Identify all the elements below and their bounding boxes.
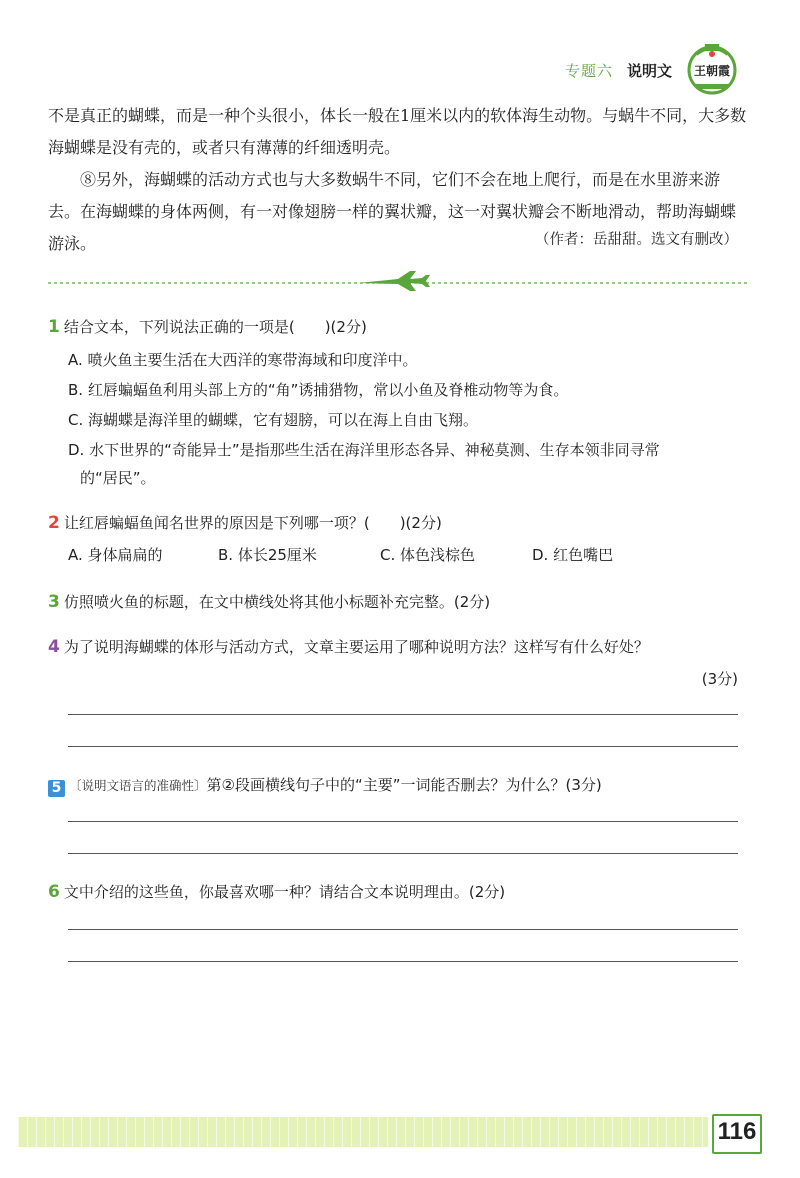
- question-number: 4: [48, 637, 60, 657]
- question-6: [48, 882, 748, 902]
- answer-line[interactable]: [68, 746, 738, 747]
- footer-band: [18, 1117, 708, 1147]
- question-2-options: [68, 545, 748, 565]
- section-label: 专题六: [565, 62, 614, 80]
- skill-tag: 〔说明文语言的准确性〕: [69, 778, 207, 793]
- option-b: B. 红唇蝙蝠鱼利用头部上方的“角”诱捕猎物，常以小鱼及脊椎动物等为食。: [68, 381, 569, 399]
- question-5: [48, 775, 748, 797]
- answer-line[interactable]: [68, 853, 738, 854]
- answer-line[interactable]: [68, 821, 738, 822]
- question-number: 2: [48, 513, 60, 533]
- airplane-icon: [358, 271, 430, 291]
- option-a: A. 身体扁扁的: [68, 546, 163, 564]
- question-1: [48, 317, 748, 337]
- question-text: 仿照喷火鱼的标题，在文中横线处将其他小标题补充完整。(2分): [63, 593, 491, 611]
- option-c: C. 体色浅棕色: [380, 546, 476, 564]
- question-4: [48, 637, 748, 657]
- question-2: [48, 513, 748, 533]
- answer-line[interactable]: [68, 714, 738, 715]
- question-number: 1: [48, 317, 60, 337]
- question-text: 第②段画横线句子中的“主要”一词能否删去？为什么？(3分): [206, 776, 602, 794]
- option-d: D. 红色嘴巴: [532, 546, 614, 564]
- question-3: [48, 592, 748, 612]
- question-number: 6: [48, 882, 60, 902]
- option-c: C. 海蝴蝶是海洋里的蝴蝶，它有翅膀，可以在海上自由飞翔。: [68, 411, 479, 429]
- option-a: A. 喷火鱼主要生活在大西洋的寒带海域和印度洋中。: [68, 351, 418, 369]
- question-text: 让红唇蝙蝠鱼闻名世界的原因是下列哪一项？( )(2分): [63, 514, 442, 532]
- option-d: D. 水下世界的“奇能异士”是指那些生活在海洋里形态各异、神秘莫测、生存本领非同寻常: [68, 441, 660, 459]
- question-text: 结合文本，下列说法正确的一项是( )(2分): [63, 318, 367, 336]
- passage-paragraph: 不是真正的蝴蝶，而是一种个头很小，体长一般在1厘米以内的软体海生动物。与蜗牛不同，大多数海蝴蝶是没有壳的，或者只有薄薄的纤细透明壳。: [48, 106, 747, 157]
- author-note: （作者：岳甜甜。选文有删改）: [535, 232, 738, 248]
- question-text: 为了说明海蝴蝶的体形与活动方式，文章主要运用了哪种说明方法？这样写有什么好处？: [63, 638, 649, 656]
- option-b: B. 体长25厘米: [218, 546, 317, 564]
- option-d-continued: 的“居民”。: [80, 469, 156, 487]
- answer-line[interactable]: [68, 961, 738, 962]
- score-label: (3分): [701, 670, 738, 688]
- question-text: 文中介绍的这些鱼，你最喜欢哪一种？请结合文本说明理由。(2分): [63, 883, 506, 901]
- passage-paragraph: ⑧另外，海蝴蝶的活动方式也与大多数蜗牛不同，它们不会在地上爬行，而是在水里游来游去。在海蝴蝶的身体两侧，有一对像翅膀一样的翼状瓣，这一对翼状瓣会不断地滑动，帮助海蝴蝶游泳。: [48, 170, 737, 253]
- logo-text: 王朝霞: [693, 64, 731, 78]
- answer-line[interactable]: [68, 929, 738, 930]
- question-number: 3: [48, 592, 60, 612]
- section-divider: [48, 265, 748, 295]
- page-number: 116: [717, 1118, 757, 1145]
- question-number-box: 5: [48, 780, 65, 797]
- brand-logo-icon: [686, 40, 738, 98]
- section-title: 说明文: [627, 62, 673, 80]
